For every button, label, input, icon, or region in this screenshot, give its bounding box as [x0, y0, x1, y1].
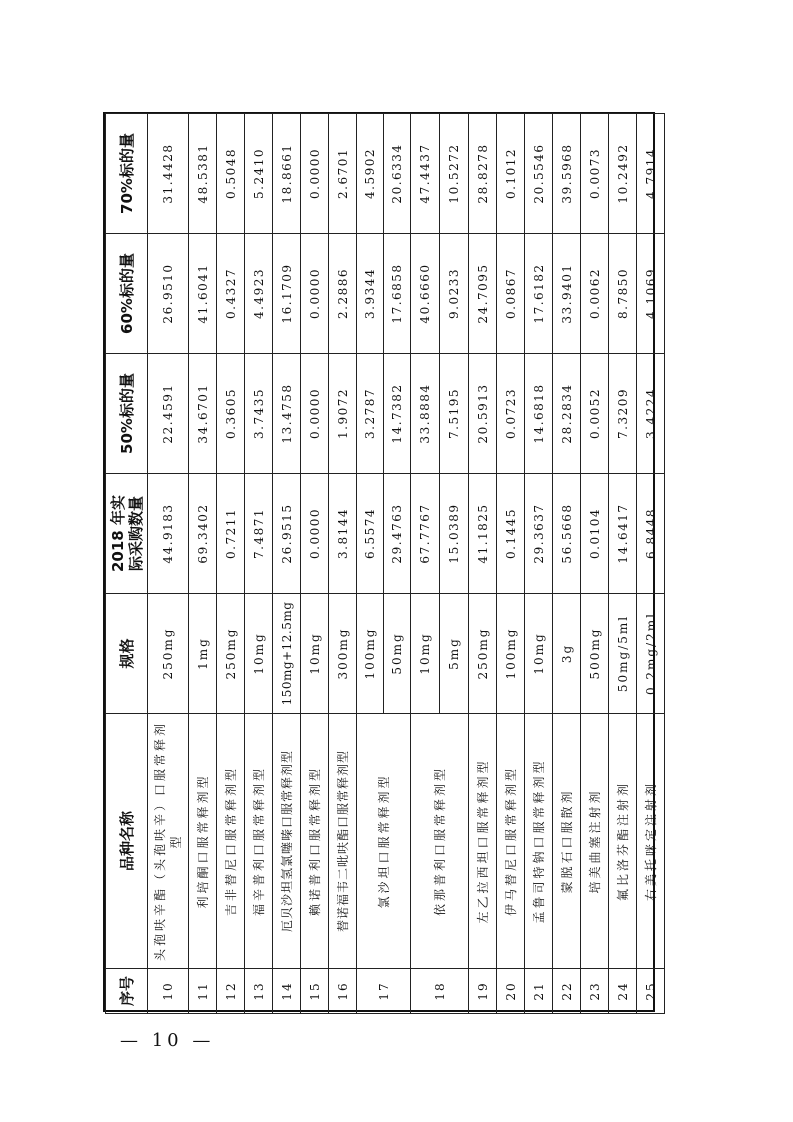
table-row: [301, 114, 329, 1014]
table-row: [497, 114, 525, 1014]
cell-spec: 10mg: [525, 594, 553, 714]
cell-p60: 4.4923: [245, 234, 273, 354]
cell-p50: 34.6701: [189, 354, 217, 474]
cell-seq: 18: [411, 969, 469, 1014]
cell-seq: 12: [217, 969, 245, 1014]
rotated-table-container: [105, 114, 657, 1014]
cell-spec: 3g: [553, 594, 581, 714]
cell-name: 赖诺普利口服常释剂型: [301, 714, 329, 969]
cell-p70: 20.6334: [384, 114, 411, 234]
cell-p60: 2.2886: [329, 234, 357, 354]
table-row: [609, 114, 637, 1014]
cell-spec: 0.2mg/2ml: [637, 594, 665, 714]
cell-p60: 17.6182: [525, 234, 553, 354]
cell-seq: 24: [609, 969, 637, 1014]
cell-actual: 7.4871: [245, 474, 273, 594]
cell-actual: 67.7767: [411, 474, 440, 594]
cell-name: 吉非替尼口服常释剂型: [217, 714, 245, 969]
cell-name: 伊马替尼口服常释剂型: [497, 714, 525, 969]
cell-actual: 0.0000: [301, 474, 329, 594]
cell-actual: 6.5574: [357, 474, 384, 594]
cell-actual: 3.8144: [329, 474, 357, 594]
cell-p60: 40.6660: [411, 234, 440, 354]
table-row: [357, 114, 384, 1014]
table-row: [469, 114, 497, 1014]
cell-name: 氯沙坦口服常释剂型: [357, 714, 411, 969]
cell-p70: 20.5546: [525, 114, 553, 234]
cell-p50: 7.3209: [609, 354, 637, 474]
cell-actual: 56.5668: [553, 474, 581, 594]
cell-p60: 33.9401: [553, 234, 581, 354]
cell-p70: 0.5048: [217, 114, 245, 234]
table-row: [329, 114, 357, 1014]
cell-spec: 100mg: [357, 594, 384, 714]
cell-p70: 10.5272: [440, 114, 469, 234]
cell-seq: 22: [553, 969, 581, 1014]
cell-spec: 10mg: [411, 594, 440, 714]
cell-seq: 13: [245, 969, 273, 1014]
cell-p60: 4.1069: [637, 234, 665, 354]
cell-p70: 48.5381: [189, 114, 217, 234]
cell-name: 利培酮口服常释剂型: [189, 714, 217, 969]
cell-p50: 3.4224: [637, 354, 665, 474]
cell-p60: 0.0867: [497, 234, 525, 354]
cell-spec: 500mg: [581, 594, 609, 714]
cell-p70: 18.8661: [273, 114, 301, 234]
cell-seq: 20: [497, 969, 525, 1014]
cell-actual: 29.3637: [525, 474, 553, 594]
cell-p50: 33.8884: [411, 354, 440, 474]
cell-seq: 21: [525, 969, 553, 1014]
cell-actual: 69.3402: [189, 474, 217, 594]
page-number: — 10 —: [120, 1030, 215, 1051]
cell-p50: 1.9072: [329, 354, 357, 474]
cell-p50: 22.4591: [148, 354, 189, 474]
cell-name: 右美托咪定注射剂: [637, 714, 665, 969]
cell-seq: 17: [357, 969, 411, 1014]
table-row: [411, 114, 440, 1014]
cell-p50: 0.0000: [301, 354, 329, 474]
cell-actual: 0.0104: [581, 474, 609, 594]
cell-p70: 0.1012: [497, 114, 525, 234]
table-row: [553, 114, 581, 1014]
cell-p50: 7.5195: [440, 354, 469, 474]
table-row: [525, 114, 553, 1014]
cell-seq: 25: [637, 969, 665, 1014]
cell-p60: 9.0233: [440, 234, 469, 354]
procurement-table-frame: [103, 112, 658, 1012]
cell-p50: 0.0052: [581, 354, 609, 474]
cell-p60: 24.7095: [469, 234, 497, 354]
cell-p70: 28.8278: [469, 114, 497, 234]
cell-spec: 150mg+12.5mg: [273, 594, 301, 714]
cell-name: 培美曲塞注射剂: [581, 714, 609, 969]
cell-p50: 28.2834: [553, 354, 581, 474]
cell-name: 蒙脱石口服散剂: [553, 714, 581, 969]
cell-seq: 10: [148, 969, 189, 1014]
cell-seq: 14: [273, 969, 301, 1014]
cell-name: 氟比洛芬酯注射剂: [609, 714, 637, 969]
cell-spec: 1mg: [189, 594, 217, 714]
table-row: [273, 114, 301, 1014]
cell-p70: 10.2492: [609, 114, 637, 234]
cell-p60: 3.9344: [357, 234, 384, 354]
table-row: [637, 114, 665, 1014]
cell-actual: 29.4763: [384, 474, 411, 594]
cell-name: 厄贝沙坦氢氯噻嗪口服常释剂型: [273, 714, 301, 969]
table-header-row: [106, 114, 148, 1014]
table-row: [217, 114, 245, 1014]
cell-p60: 0.0000: [301, 234, 329, 354]
cell-actual: 26.9515: [273, 474, 301, 594]
table-row: [189, 114, 217, 1014]
cell-name: 左乙拉西坦口服常释剂型: [469, 714, 497, 969]
cell-actual: 0.7211: [217, 474, 245, 594]
cell-spec: 50mg: [384, 594, 411, 714]
cell-p50: 3.7435: [245, 354, 273, 474]
cell-spec: 300mg: [329, 594, 357, 714]
table-row: [581, 114, 609, 1014]
cell-p70: 0.0000: [301, 114, 329, 234]
cell-p50: 0.0723: [497, 354, 525, 474]
cell-p60: 41.6041: [189, 234, 217, 354]
cell-spec: 5mg: [440, 594, 469, 714]
cell-p70: 5.2410: [245, 114, 273, 234]
cell-spec: 10mg: [301, 594, 329, 714]
cell-seq: 15: [301, 969, 329, 1014]
cell-p50: 14.6818: [525, 354, 553, 474]
cell-p70: 4.7914: [637, 114, 665, 234]
cell-spec: 250mg: [469, 594, 497, 714]
header-pct50: 50%标的量: [106, 354, 148, 474]
cell-p60: 0.0062: [581, 234, 609, 354]
cell-p50: 13.4758: [273, 354, 301, 474]
cell-actual: 6.8448: [637, 474, 665, 594]
cell-actual: 0.1445: [497, 474, 525, 594]
cell-p70: 0.0073: [581, 114, 609, 234]
procurement-table: [105, 113, 665, 1014]
cell-actual: 44.9183: [148, 474, 189, 594]
header-pct60: 60%标的量: [106, 234, 148, 354]
cell-spec: 10mg: [245, 594, 273, 714]
cell-p70: 39.5968: [553, 114, 581, 234]
cell-p60: 0.4327: [217, 234, 245, 354]
cell-actual: 41.1825: [469, 474, 497, 594]
cell-p70: 4.5902: [357, 114, 384, 234]
cell-p60: 17.6858: [384, 234, 411, 354]
header-seq: 序号: [106, 969, 148, 1014]
cell-seq: 16: [329, 969, 357, 1014]
cell-name: 福辛普利口服常释剂型: [245, 714, 273, 969]
cell-spec: 250mg: [217, 594, 245, 714]
header-pct70: 70%标的量: [106, 114, 148, 234]
cell-p50: 0.3605: [217, 354, 245, 474]
table-row: [245, 114, 273, 1014]
table-row: [148, 114, 189, 1014]
cell-actual: 15.0389: [440, 474, 469, 594]
cell-name: 替诺福韦二吡呋酯口服常释剂型: [329, 714, 357, 969]
cell-name: 孟鲁司特钠口服常释剂型: [525, 714, 553, 969]
cell-p50: 3.2787: [357, 354, 384, 474]
cell-seq: 23: [581, 969, 609, 1014]
cell-p70: 47.4437: [411, 114, 440, 234]
cell-p70: 31.4428: [148, 114, 189, 234]
cell-p50: 14.7382: [384, 354, 411, 474]
cell-spec: 250mg: [148, 594, 189, 714]
cell-spec: 50mg/5ml: [609, 594, 637, 714]
cell-p60: 16.1709: [273, 234, 301, 354]
cell-p60: 26.9510: [148, 234, 189, 354]
header-name: 品种名称: [106, 714, 148, 969]
cell-seq: 11: [189, 969, 217, 1014]
header-spec: 规格: [106, 594, 148, 714]
cell-spec: 100mg: [497, 594, 525, 714]
cell-name: 依那普利口服常释剂型: [411, 714, 469, 969]
cell-name: 头孢呋辛酯（头孢呋辛）口服常释剂型: [148, 714, 189, 969]
cell-p60: 8.7850: [609, 234, 637, 354]
cell-seq: 19: [469, 969, 497, 1014]
cell-p50: 20.5913: [469, 354, 497, 474]
cell-p70: 2.6701: [329, 114, 357, 234]
cell-actual: 14.6417: [609, 474, 637, 594]
header-actual-2018: 2018 年实际采购数量: [106, 474, 148, 594]
